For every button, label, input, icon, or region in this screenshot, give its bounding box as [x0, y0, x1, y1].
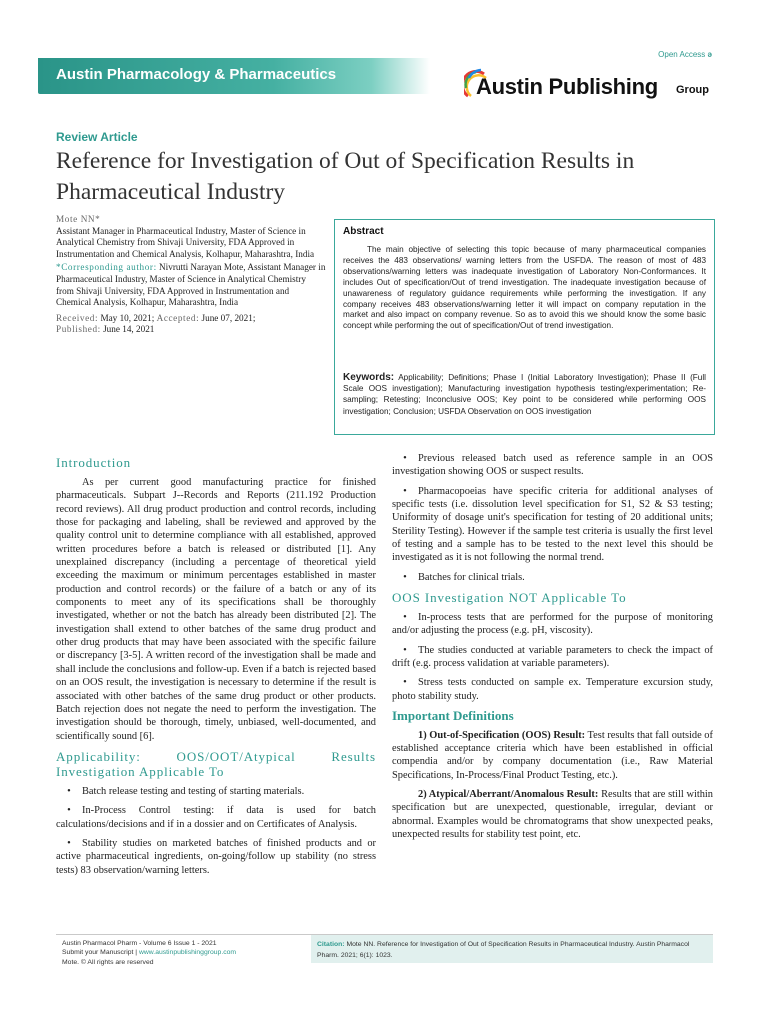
- body-left-column: [56, 455, 376, 883]
- open-access-label: [658, 50, 712, 59]
- publisher-logo: [464, 68, 724, 108]
- citation-text: Mote NN. Reference for Investigation of Out of Specification Results in Pharmaceutical Industry.: [346, 941, 635, 948]
- author-affiliation: Assistant Manager in Pharmaceutical Industry, Master of Science in Analytical Chemistry from Shivaji University, FDA Approved in Instrumentation and Chemical Analysis, Kolhapur, Maharashtra, India: [56, 225, 315, 259]
- publisher-name: Austin Publishing: [476, 74, 658, 99]
- article-title: Reference for Investigation of Out of Specification Results in Pharmaceutical Industry: [56, 148, 635, 205]
- definition-oos: 1) Out-of-Specification (OOS) Result: Test results that fall outside of established acceptance criteria which have been established in official compendia and/or by company documentation (i.e., Raw Material Specifications, In-Process/Final Product Testing, etc.).: [392, 729, 713, 781]
- list-item: • Stability studies on marketed batches of finished products and or active pharmaceutical ingredients, on-going/follow up stability (no stress tests) 83 observation/warning letters.: [56, 837, 376, 876]
- list-item: • Pharmacopoeias have specific criteria for additional analyses of specific tests (i.e. dissolution level specification for S1, S2 & S3 testing; Uniformity of dosage unit's specification for testing of 20 additional units; Sterility Testing). However if the sample test criteria is usually the first level of testing and a sample has to be tested to the next level this should be investigated as it is not following the normal trend.: [392, 485, 713, 564]
- citation-label: Citation:: [317, 941, 345, 948]
- article-dates: [56, 313, 326, 336]
- definitions-heading: Important Definitions: [392, 708, 514, 724]
- list-item: • The studies conducted at variable parameters to check the impact of drift (e.g. process validation at variable parameters).: [392, 644, 713, 670]
- published-label: Published:: [56, 324, 101, 335]
- footer-submit: Submit your Manuscript |: [62, 949, 138, 957]
- footer-issue: Austin Pharmacol Pharm - Volume 6 Issue 1 - 2021: [62, 940, 217, 947]
- open-access-text: Open Access: [658, 50, 706, 59]
- footer-website-link[interactable]: www.austinpublishinggroup.com: [138, 949, 237, 957]
- list-item: • Previous released batch used as reference sample in an OOS investigation showing OOS or suspect results.: [392, 453, 713, 478]
- applicability-heading: Applicability: OOS/OOT/Atypical Results Investigation Applicable To: [56, 748, 376, 779]
- citation-ref: 2021; 6(1): 1023.: [340, 952, 393, 959]
- footer-rights: Mote. © All rights are reserved: [62, 958, 154, 966]
- keywords-text: Applicability; Definitions; Phase I (Initial Laboratory Investigation); Phase II (Full Scale OOS investigation); Manufacturing investigation hypothesis testing/experimentation; Re-sampling; Retesting; Inconclusive OOS; Key point to be considered while performing OOS investigation; Conclusion; USFDA Observation on OOS investigation: [343, 373, 706, 416]
- not-applicable-heading: OOS Investigation NOT Applicable To: [392, 590, 627, 606]
- list-item: • Batches for clinical trials.: [403, 571, 525, 583]
- list-item: • Batch release testing and testing of starting materials.: [67, 785, 305, 797]
- published-date: June 14, 2021: [103, 324, 155, 335]
- citation-journal: Austin Pharmacol Pharm.: [317, 941, 690, 959]
- article-type: Review Article: [56, 130, 138, 144]
- received-date: May 10, 2021;: [100, 312, 155, 323]
- footer-journal-info: [62, 939, 302, 967]
- list-item: • Stress tests conducted on sample ex. Temperature excursion study, photo stability study.: [392, 677, 713, 702]
- definition-atypical: 2) Atypical/Aberrant/Anomalous Result: Results that are still within specification but are unexpected, questionable, irregular, deviant or abnormal. Examples would be chromatograms that show unexpected peaks, unexpected results for stability test point, etc.: [392, 788, 713, 840]
- body-right-column: [392, 452, 713, 847]
- introduction-heading: Introduction: [56, 455, 132, 470]
- list-item: • In-Process Control testing: if data is used for batch calculations/decisions and if in a dossier and on Certificates of Analysis.: [56, 805, 376, 830]
- keywords: [343, 372, 706, 417]
- list-item: • In-process tests that are performed for the purpose of monitoring and/or adjusting the process (e.g. pH, viscosity).: [392, 612, 713, 637]
- author-info: [56, 214, 326, 336]
- publisher-group: Group: [676, 84, 709, 96]
- abstract-title: Abstract: [343, 226, 384, 237]
- citation-box: [311, 935, 713, 963]
- abstract-text: The main objective of selecting this topic because of many pharmaceutical companies receives the 483 observations/ warning letters from the USFDA. The reason of most of 483 observations/warning letters was inadequate investigation of Laboratory Non-Conformances. It includes Out of specification/Out of trend investigation. The inadequate investigation because of unawareness of regulatory guidance requirements while performing the investigation. If any company receives 483 observations/warning letter it will impact on company reputation in the market and also impact on company revenue. So as to avoid this we should know the some basic concept while performing the out of specification/Out of trend investigation.: [343, 245, 706, 331]
- citation: [317, 939, 707, 961]
- corresponding-name: Nivrutti Narayan Mote,: [159, 262, 246, 273]
- keywords-label: Keywords:: [343, 372, 395, 383]
- corresponding-label: *Corresponding author:: [56, 262, 157, 273]
- abstract-box: [334, 219, 715, 435]
- journal-name: Austin Pharmacology & Pharmaceutics: [56, 66, 337, 83]
- introduction-text: As per current good manufacturing practice for finished pharmaceuticals. Subpart J--Records and Reports (211.192 Production record reviews). All drug product production and control records, including those for packaging and labeling, shall be reviewed and approved by the quality control unit to determine compliance with all established, approved written procedures before a batch is released or distributed [1]. Any unexplained discrepancy (including a percentage of theoretical yield exceeding the maximum or minimum percentages established in master production and control records) or the failure of a batch or any of its components to meet any of its specifications shall be thoroughly investigated, whether or not the batch has already been distributed [2]. The investigation shall extend to other batches of the same drug product and other drug products that may have been associated with the specific failure or discrepancy [3-5]. A written record of the investigation shall be made and shall include the conclusions and follow-up. Even if a batch is rejected based on an OOS result, the investigation is necessary to determine if the result is associated with other batches of the same drug product or other products. Batch rejection does not negate the need to perform the investigation. The investigation should be thorough, timely, unbiased, well-documented, and scientifically sound [6].: [56, 477, 376, 742]
- corresponding-affiliation: Assistant Manager in Pharmaceutical Industry, Master of Science in Analytical Chemistry from Shivaji University, FDA Approved in Instrumentation and Chemical Analysis, Kolhapur, Maharashtra, India: [56, 262, 326, 308]
- accepted-label: Accepted:: [156, 312, 200, 323]
- accepted-date: June 07, 2021;: [201, 312, 256, 323]
- author-name: Mote NN*: [56, 214, 101, 224]
- open-access-icon: ə: [707, 50, 712, 59]
- received-label: Received:: [56, 312, 99, 323]
- journal-banner: [38, 58, 430, 94]
